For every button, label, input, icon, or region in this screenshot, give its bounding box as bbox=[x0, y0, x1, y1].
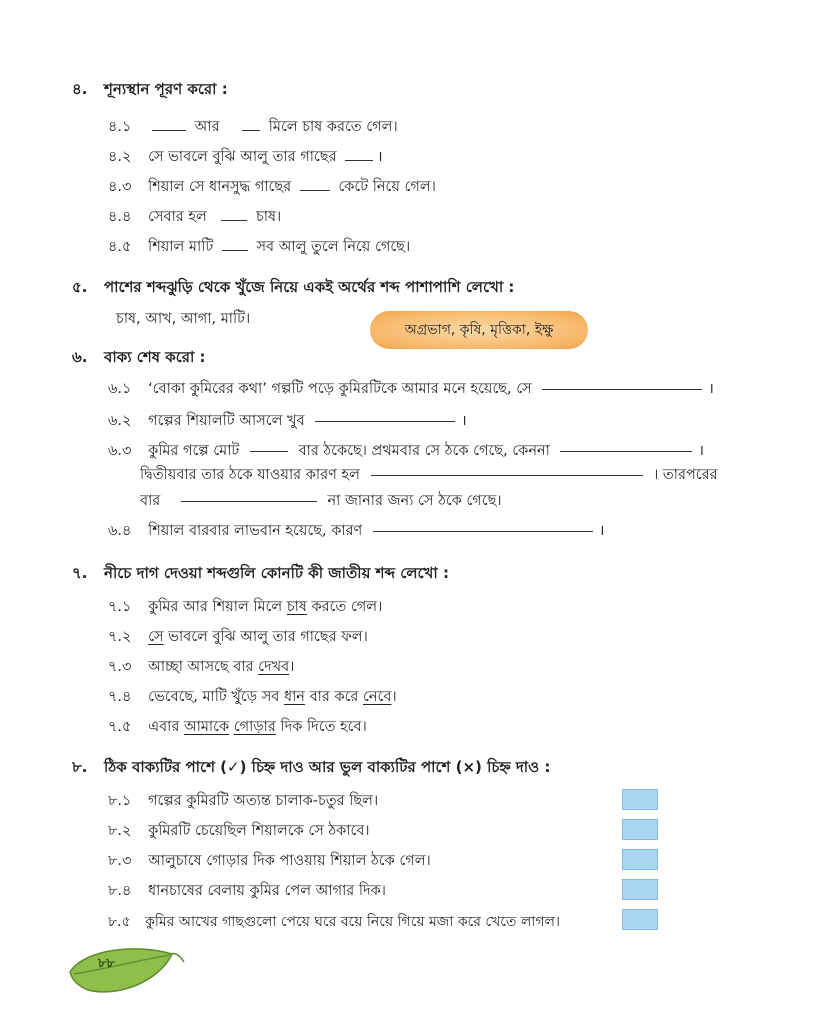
q7-item-1-text: কুমির আর শিয়াল মিলে bbox=[148, 599, 283, 615]
q4-item-1-text-a: আর bbox=[194, 119, 220, 135]
q7-item-2-text: ভাবলে বুঝি আলু তার গাছের ফল। bbox=[168, 629, 368, 645]
q8-item-1-number: ৮.১ bbox=[108, 793, 132, 809]
q4-item-3 bbox=[108, 176, 436, 200]
q6-item-2-end: । bbox=[461, 413, 467, 429]
q8-item-4-number: ৮.৪ bbox=[108, 883, 132, 899]
answer-checkbox[interactable] bbox=[622, 879, 658, 900]
q7-title: নীচে দাগ দেওয়া শব্দগুলি কোনটি কী জাতীয় শব্দ লেখো : bbox=[104, 564, 449, 582]
page-number: ৮৮ bbox=[98, 956, 115, 971]
answer-line[interactable] bbox=[181, 500, 317, 502]
answer-checkbox[interactable] bbox=[622, 819, 658, 840]
q6-title: বাক্য শেষ করো : bbox=[104, 348, 206, 366]
answer-line[interactable] bbox=[250, 450, 288, 452]
q4-item-2 bbox=[108, 146, 383, 170]
q6-item-4-number: ৬.৪ bbox=[108, 523, 132, 539]
q4-item-4-number: ৪.৪ bbox=[108, 209, 132, 225]
answer-line[interactable] bbox=[371, 474, 643, 476]
q8-item-2 bbox=[108, 820, 370, 844]
q5-number: ৫. bbox=[72, 278, 88, 296]
q7-item-1 bbox=[108, 596, 382, 620]
q6-item-1-number: ৬.১ bbox=[108, 381, 132, 397]
q6-item-3 bbox=[108, 440, 704, 464]
underlined-word: চাষ bbox=[286, 599, 307, 615]
q6-item-3-text-f: বার bbox=[140, 493, 161, 509]
q4-blank[interactable] bbox=[345, 146, 373, 161]
answer-checkbox[interactable] bbox=[622, 909, 658, 930]
q4-item-5-text-a: শিয়াল মাটি bbox=[148, 239, 214, 255]
q4-item-4-text-b: চাষ। bbox=[256, 209, 282, 225]
q4-blank[interactable] bbox=[222, 236, 248, 251]
underlined-word: সে bbox=[148, 629, 164, 645]
q4-item-5-text-b: সব আলু তুলে নিয়ে গেছে। bbox=[256, 239, 411, 255]
q8-item-5-number: ৮.৫ bbox=[108, 914, 131, 930]
q4-number: ৪. bbox=[72, 80, 88, 98]
q6-item-2-number: ৬.২ bbox=[108, 413, 132, 429]
q4-item-1-number: ৪.১ bbox=[108, 119, 132, 135]
q4-blank[interactable] bbox=[242, 116, 260, 131]
q4-item-1-text-b: মিলে চাষ করতে গেল। bbox=[268, 119, 398, 135]
answer-line[interactable] bbox=[560, 450, 692, 452]
q7-item-3-number: ৭.৩ bbox=[108, 659, 132, 675]
q4-item-1 bbox=[108, 116, 398, 140]
underlined-word: দেখব bbox=[258, 659, 290, 675]
q4-item-5-number: ৪.৫ bbox=[108, 239, 132, 255]
q8-item-1 bbox=[108, 790, 378, 814]
q4-item-2-number: ৪.২ bbox=[108, 149, 132, 165]
underlined-word: ধান bbox=[283, 689, 305, 705]
q4-blank[interactable] bbox=[300, 176, 330, 191]
q7-item-4-number: ৭.৪ bbox=[108, 689, 132, 705]
q6-item-3-text-g: না জানার জন্য সে ঠকে গেছে। bbox=[327, 493, 502, 509]
q8-item-3 bbox=[108, 850, 431, 874]
word-basket: অগ্রভাগ, কৃষি, মৃত্তিকা, ইক্ষু bbox=[370, 311, 588, 349]
answer-line[interactable] bbox=[373, 530, 593, 532]
q6-item-4-text: শিয়াল বারবার লাভবান হয়েছে, কারণ bbox=[148, 523, 363, 539]
q7-item-4: ৭.৪ ভেবেছে, মাটি খুঁড়ে সব ধান বার করে নেবে। bbox=[108, 689, 397, 705]
q7-item-5-text-post: দিক দিতে হবে। bbox=[280, 719, 367, 735]
q4-blank[interactable] bbox=[152, 116, 186, 131]
q8-item-2-number: ৮.২ bbox=[108, 823, 132, 839]
q5-title: পাশের শব্দঝুড়ি থেকে খুঁজে নিয়ে একই অর্থের শব্দ পাশাপাশি লেখো : bbox=[104, 278, 515, 296]
q8-item-4 bbox=[108, 880, 386, 904]
q6-item-3-text-c: । bbox=[698, 443, 704, 459]
q6-number: ৬. bbox=[72, 348, 88, 366]
q4-item-4 bbox=[108, 206, 281, 230]
q6-item-1-text: ‘বোকা কুমিরের কথা’ গল্পটি পড়ে কুমিরটিকে আমার মনে হয়েছে, সে bbox=[148, 381, 532, 397]
underlined-word: গোড়ার bbox=[233, 719, 276, 735]
answer-checkbox[interactable] bbox=[622, 849, 658, 870]
q7-item-4-text-post: বার করে bbox=[309, 689, 359, 705]
q4-blank[interactable] bbox=[221, 206, 247, 221]
q4-item-3-text-a: শিয়াল সে ধানসুদ্ধ গাছের bbox=[148, 179, 292, 195]
q6-item-2 bbox=[108, 410, 467, 434]
q8-item-4-text: ধানচাষের বেলায় কুমির পেল আগার দিক। bbox=[148, 883, 386, 899]
q7-item-1-text-post: করতে গেল। bbox=[311, 599, 383, 615]
q7-item-2 bbox=[108, 626, 368, 650]
q6-item-3-line-2 bbox=[140, 464, 718, 488]
q7-item-3: ৭.৩ আচ্ছা আসছে বার দেখব। bbox=[108, 659, 295, 675]
q6-item-4 bbox=[108, 520, 604, 544]
q6-item-1-end: । bbox=[708, 381, 714, 397]
answer-line[interactable] bbox=[315, 420, 455, 422]
q8-item-2-text: কুমিরটি চেয়েছিল শিয়ালকে সে ঠকাবে। bbox=[148, 823, 370, 839]
q8-item-5 bbox=[108, 910, 560, 934]
q4-item-4-text-a: সেবার হল bbox=[148, 209, 207, 225]
q6-item-4-end: । bbox=[598, 523, 605, 539]
q6-item-1 bbox=[108, 378, 714, 402]
q6-item-2-text: গল্পের শিয়ালটি আসলে খুব bbox=[148, 413, 305, 429]
q7-item-5-number: ৭.৫ bbox=[108, 719, 132, 735]
q7-item-2-number: ৭.২ bbox=[108, 629, 132, 645]
answer-checkbox[interactable] bbox=[622, 789, 658, 810]
q5-words: চাষ, আখ, আগা, মাটি। bbox=[116, 311, 251, 327]
q4-title: শূন্যস্থান পূরণ করো : bbox=[104, 80, 228, 98]
q6-item-3-text-a: কুমির গল্পে মোট bbox=[148, 443, 240, 459]
q8-item-3-number: ৮.৩ bbox=[108, 853, 132, 869]
leaf-icon bbox=[60, 940, 190, 1000]
page-leaf bbox=[60, 940, 190, 1000]
q6-item-3-text-b: বার ঠকেছে। প্রথমবার সে ঠকে গেছে, কেননা bbox=[298, 443, 550, 459]
q7-item-5 bbox=[108, 716, 367, 740]
q4-item-5 bbox=[108, 236, 410, 260]
answer-line[interactable] bbox=[542, 388, 702, 390]
q4-item-3-number: ৪.৩ bbox=[108, 179, 132, 195]
q8-item-5-text: কুমির আখের গাছগুলো পেয়ে ঘরে বয়ে নিয়ে গিয়ে মজা করে খেতে লাগল। bbox=[145, 914, 560, 930]
q8-title: ঠিক বাক্যটির পাশে (✓) চিহ্ন দাও আর ভুল বাক্যটির পাশে (×) চিহ্ন দাও : bbox=[104, 758, 551, 776]
underlined-word: আমাকে bbox=[183, 719, 230, 735]
q6-item-3-number: ৬.৩ bbox=[108, 443, 132, 459]
q7-item-4-text: ভেবেছে, মাটি খুঁড়ে সব bbox=[148, 689, 280, 705]
q4-item-2-text-b: । bbox=[377, 149, 383, 165]
q8-item-1-text: গল্পের কুমিরটি অত্যন্ত চালাক-চতুর ছিল। bbox=[148, 793, 379, 809]
q7-item-5-text: এবার bbox=[148, 719, 180, 735]
q6-item-3-text-e: । তারপরের bbox=[653, 467, 718, 483]
q8-item-3-text: আলুচাষে গোড়ার দিক পাওয়ায় শিয়াল ঠকে গেল। bbox=[148, 853, 431, 869]
q6-item-3-text-d: দ্বিতীয়বার তার ঠকে যাওয়ার কারণ হল bbox=[140, 467, 360, 483]
q7-item-3-text: আচ্ছা আসছে বার bbox=[148, 659, 254, 675]
q7-item-1-number: ৭.১ bbox=[108, 599, 132, 615]
q4-item-3-text-b: কেটে নিয়ে গেল। bbox=[338, 179, 436, 195]
q8-number: ৮. bbox=[72, 758, 88, 776]
underlined-word: নেবে bbox=[363, 689, 392, 705]
q7-number: ৭. bbox=[72, 564, 88, 582]
q6-item-3-line-3 bbox=[140, 490, 502, 514]
q4-item-2-text-a: সে ভাবলে বুঝি আলু তার গাছের bbox=[148, 149, 337, 165]
